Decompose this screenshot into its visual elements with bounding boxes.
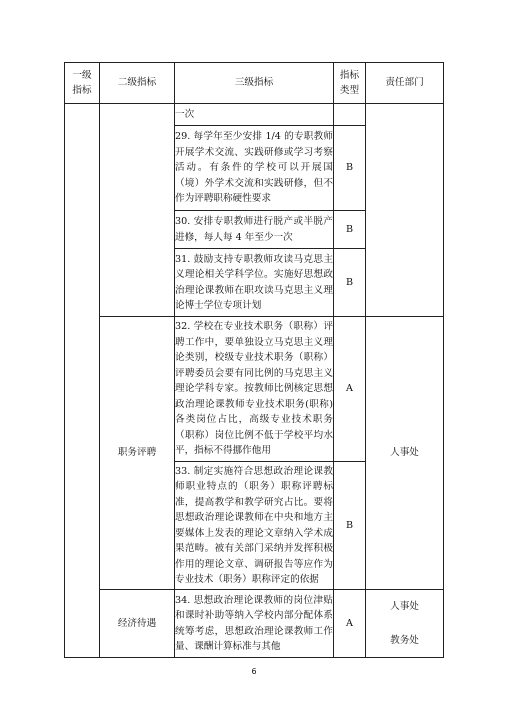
indicator-text: 34. 思想政治理论课教师的岗位津贴和课时补助等纳入学校内部分配体系统筹考虑，思想政治理论课教师工作量、课酬计算标准与其他 <box>175 590 334 658</box>
indicator-type: B <box>334 126 366 211</box>
dept-cell-empty <box>366 104 444 317</box>
table-row <box>65 104 444 126</box>
header-type: 指标 类型 <box>334 63 366 104</box>
dept-hr-2: 人事处 <box>390 601 419 612</box>
level2-economic-treatment: 经济待遇 <box>100 590 175 658</box>
header-dept: 责任部门 <box>366 63 444 104</box>
indicator-text: 31. 鼓励支持专职教师攻读马克思主义理论相关学科学位。实施好思想政治理论课教师在职攻读马克思主义理论博士学位专项计划 <box>175 249 334 317</box>
indicator-type: A <box>334 590 366 658</box>
indicator-table <box>64 62 444 658</box>
level2-cell-empty <box>100 104 175 317</box>
table-header-row <box>65 63 444 104</box>
dept-hr: 人事处 <box>366 317 444 590</box>
indicator-type: B <box>334 249 366 317</box>
level2-job-evaluation: 职务评聘 <box>100 317 175 590</box>
header-level2: 二级指标 <box>100 63 175 104</box>
header-level1: 一级 指标 <box>65 63 100 104</box>
level1-cell <box>65 104 100 658</box>
indicator-type: B <box>334 462 366 590</box>
indicator-type: A <box>334 317 366 462</box>
indicator-text: 一次 <box>175 104 334 126</box>
header-level3: 三级指标 <box>175 63 334 104</box>
indicator-text: 33. 制定实施符合思想政治理论课教师职业特点的（职务）职称评聘标准，提高教学和教学研究占比。要将思想政治理论课教师在中央和地方主要媒体上发表的理论文章纳入学术成果范畴。被有关部门采纳并发挥积极作用的理论文章、调研报告等应作为专业技术（职务）职称评定的依据 <box>175 462 334 590</box>
page-number: 6 <box>251 667 257 676</box>
indicator-type: B <box>334 211 366 249</box>
dept-multi <box>366 590 444 658</box>
indicator-text: 32. 学校在专业技术职务（职称）评聘工作中，要单独设立马克思主义理论类别，校级专业技术职务（职称）评聘委员会要有同比例的马克思主义理论学科专家。按教师比例核定思想政治理论课教师专业技术职务(职称)各类岗位占比，高级专业技术职务（职称）岗位比例不低于学校平均水平，指标不得挪作他用 <box>175 317 334 462</box>
dept-spacer <box>366 615 443 633</box>
dept-academic-affairs: 教务处 <box>390 634 419 646</box>
table-row <box>65 590 444 658</box>
table-row <box>65 317 444 462</box>
indicator-type <box>334 104 366 126</box>
indicator-text: 30. 安排专职教师进行脱产或半脱产进修，每人每 4 年至少一次 <box>175 211 334 249</box>
indicator-text: 29. 每学年至少安排 1/4 的专职教师开展学术交流、实践研修或学习考察活动。有条件的学校可以开展国（境）外学术交流和实践研修，但不作为评聘职称硬性要求 <box>175 126 334 211</box>
